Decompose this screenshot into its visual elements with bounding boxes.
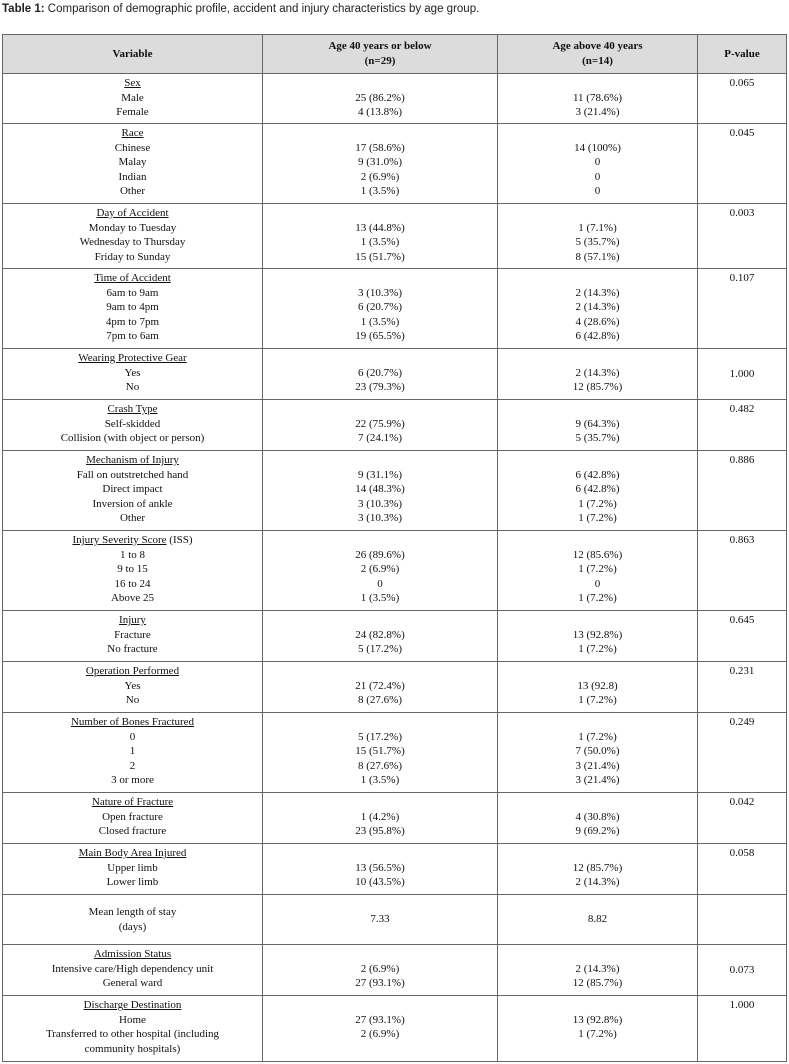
group1-value: 1 (3.5%) <box>360 315 400 328</box>
category-label: Malay <box>118 156 147 169</box>
variable-cell <box>3 400 263 451</box>
variable-heading: Sex <box>124 77 141 89</box>
group2-value: 8 (57.1%) <box>575 250 620 263</box>
pvalue: 0.065 <box>729 77 755 89</box>
pvalue-cell <box>698 204 787 269</box>
table-row-injury <box>3 611 787 662</box>
group1-cell <box>263 611 498 662</box>
spacer <box>502 613 693 628</box>
category-label: Collision (with object or person) <box>60 432 205 445</box>
variable-cell <box>3 611 263 662</box>
table-row-iss <box>3 531 787 611</box>
pvalue-cell <box>698 74 787 124</box>
group1-value: 7 (24.1%) <box>358 432 402 445</box>
spacer <box>267 795 493 810</box>
category-label: Other <box>119 185 146 198</box>
variable-heading: Crash Type <box>107 403 158 415</box>
group1-value: 1 (3.5%) <box>360 774 400 787</box>
group1-value: 1 (4.2%) <box>360 810 400 823</box>
group2-value: 12 (85.7%) <box>572 861 623 874</box>
caption-label: Table 1: <box>2 3 45 15</box>
pvalue: 0.042 <box>729 796 755 808</box>
table-row-body <box>3 844 787 895</box>
variable-heading: Operation Performed <box>85 665 180 677</box>
spacer <box>502 795 693 810</box>
spacer <box>267 453 493 468</box>
pvalue: 0.107 <box>729 272 755 284</box>
group1-cell <box>263 400 498 451</box>
spacer <box>267 402 493 417</box>
category-label: Friday to Sunday <box>94 250 171 263</box>
group2-cell <box>498 451 698 531</box>
group2-value: 13 (92.8%) <box>572 628 623 641</box>
category-label: 3 or more <box>111 774 154 787</box>
pvalue-cell <box>698 662 787 713</box>
spacer <box>502 664 693 679</box>
group2-cell <box>498 269 698 349</box>
variable-cell <box>3 74 263 124</box>
group2-value: 1 (7.2%) <box>578 497 617 510</box>
group1-value: 3 (10.3%) <box>358 512 402 525</box>
group1-cell <box>263 349 498 400</box>
variable-cell <box>3 945 263 996</box>
category-label: Fracture <box>114 628 151 641</box>
pvalue: 0.073 <box>729 963 755 976</box>
spacer <box>267 126 493 141</box>
variable-heading: Day of Accident <box>96 207 169 219</box>
group1-cell <box>263 124 498 204</box>
group2-value: 1 (7.2%) <box>578 592 617 605</box>
group2-cell <box>498 531 698 611</box>
group2-value: 1 (7.2%) <box>578 643 617 656</box>
spacer <box>502 998 693 1013</box>
group1-value: 27 (93.1%) <box>355 1013 405 1026</box>
category-label: Chinese <box>114 141 151 154</box>
group2-value: 9 (69.2%) <box>575 825 620 838</box>
pvalue: 0.058 <box>729 847 755 859</box>
category-label: 7pm to 6am <box>106 330 159 343</box>
variable-cell <box>3 531 263 611</box>
spacer <box>267 998 493 1013</box>
header-group1: Age 40 years or below (n=29) <box>263 35 498 74</box>
pvalue-cell <box>698 531 787 611</box>
spacer <box>502 453 693 468</box>
category-label: Fall on outstretched hand <box>76 468 189 481</box>
group1-value: 10 (43.5%) <box>355 876 405 889</box>
group1-value: 26 (89.6%) <box>355 548 405 561</box>
group2-cell <box>498 662 698 713</box>
category-label: 4pm to 7pm <box>105 315 160 328</box>
pvalue: 1.000 <box>729 999 755 1011</box>
group1-value: 21 (72.4%) <box>355 679 405 692</box>
group2-value: 1 (7.2%) <box>578 1028 617 1041</box>
pvalue: 0.886 <box>729 454 755 466</box>
pvalue: 0.863 <box>729 534 755 546</box>
spacer <box>502 402 693 417</box>
group2-cell <box>498 349 698 400</box>
category-label: Self-skidded <box>104 417 161 430</box>
spacer <box>502 947 693 962</box>
group2-value: 2 (14.3%) <box>575 876 620 889</box>
pvalue-cell <box>698 400 787 451</box>
group1-value: 7.33 <box>370 913 390 926</box>
category-label: 9 to 15 <box>117 563 148 576</box>
spacer <box>502 76 693 91</box>
category-label: Lower limb <box>106 876 159 889</box>
group2-value: 11 (78.6%) <box>572 91 623 104</box>
variable-heading: Race <box>121 127 144 139</box>
group1-cell <box>263 844 498 895</box>
group1-value: 5 (17.2%) <box>358 730 402 743</box>
category-label: Inversion of ankle <box>92 497 173 510</box>
table-row-crash <box>3 400 787 451</box>
spacer <box>502 206 693 221</box>
group2-value: 12 (85.7%) <box>572 381 623 394</box>
table-body <box>3 74 787 1062</box>
group1-value: 8 (27.6%) <box>358 694 402 707</box>
group1-cell <box>263 74 498 124</box>
spacer <box>502 271 693 286</box>
variable-cell <box>3 269 263 349</box>
category-label: 1 <box>129 745 136 758</box>
variable-heading: Injury <box>119 614 146 626</box>
group1-value: 23 (79.3%) <box>355 381 405 394</box>
variable-cell <box>3 844 263 895</box>
spacer <box>267 947 493 962</box>
table-row-time <box>3 269 787 349</box>
group2-cell <box>498 945 698 996</box>
group2-value: 7 (50.0%) <box>575 745 620 758</box>
group1-cell <box>263 204 498 269</box>
group1-value: 0 <box>377 577 383 590</box>
group1-value: 17 (58.6%) <box>355 141 405 154</box>
spacer <box>267 76 493 91</box>
group2-value: 4 (30.8%) <box>575 810 620 823</box>
group1-value: 3 (10.3%) <box>358 286 402 299</box>
table-row-race <box>3 124 787 204</box>
spacer <box>267 846 493 861</box>
group1-value: 15 (51.7%) <box>355 250 405 263</box>
group2-value: 0 <box>594 577 601 590</box>
category-label: 16 to 24 <box>114 577 151 590</box>
category-label: No <box>125 694 140 707</box>
group2-cell <box>498 713 698 793</box>
group2-value: 9 (64.3%) <box>575 417 620 430</box>
spacer <box>267 715 493 730</box>
category-label: Transferred to other hospital (including <box>45 1028 220 1041</box>
pvalue: 0.482 <box>729 403 755 415</box>
category-label: Open fracture <box>102 810 163 823</box>
variable-heading: Injury Severity Score (ISS) <box>72 534 193 546</box>
group1-cell <box>263 945 498 996</box>
category-label: Male <box>121 91 144 104</box>
pvalue-cell <box>698 349 787 400</box>
variable-heading: Admission Status <box>93 948 172 960</box>
group2-cell <box>498 74 698 124</box>
category-label: General ward <box>102 977 163 990</box>
group2-value: 4 (28.6%) <box>575 315 620 328</box>
group1-value: 6 (20.7%) <box>358 366 402 379</box>
group1-cell <box>263 793 498 844</box>
pvalue-cell <box>698 451 787 531</box>
category-label: Mean length of stay <box>88 905 177 918</box>
group1-cell <box>263 531 498 611</box>
pvalue-cell <box>698 945 787 996</box>
group2-value: 2 (14.3%) <box>575 962 620 975</box>
variable-cell <box>3 204 263 269</box>
group1-value: 2 (6.9%) <box>360 170 400 183</box>
spacer <box>267 271 493 286</box>
category-label: No <box>125 381 140 394</box>
group2-cell <box>498 400 698 451</box>
category-label: 0 <box>129 730 136 743</box>
category-label: community hospitals) <box>84 1042 181 1055</box>
group2-value: 6 (42.8%) <box>575 330 620 343</box>
group1-value: 22 (75.9%) <box>355 417 405 430</box>
table-row-day <box>3 204 787 269</box>
spacer <box>267 533 493 548</box>
group2-value: 13 (92.8) <box>577 679 618 692</box>
variable-heading: Mechanism of Injury <box>86 454 179 466</box>
group2-value: 6 (42.8%) <box>575 483 620 496</box>
group1-value: 27 (93.1%) <box>355 977 405 990</box>
spacer <box>502 126 693 141</box>
group2-value: 3 (21.4%) <box>575 774 620 787</box>
pvalue: 0.045 <box>729 127 755 139</box>
spacer <box>267 613 493 628</box>
category-label: Home <box>119 1013 146 1026</box>
category-label: Intensive care/High dependency unit <box>51 962 214 975</box>
category-label: Female <box>116 106 149 119</box>
category-label: Monday to Tuesday <box>88 221 177 234</box>
group1-value: 13 (44.8%) <box>355 221 405 234</box>
group1-value: 1 (3.5%) <box>360 592 400 605</box>
pvalue-cell <box>698 996 787 1062</box>
group1-value: 9 (31.0%) <box>358 156 402 169</box>
spacer <box>267 351 493 366</box>
group1-value: 1 (3.5%) <box>360 185 400 198</box>
group2-value: 1 (7.2%) <box>578 694 617 707</box>
spacer <box>267 206 493 221</box>
category-label: 6am to 9am <box>106 286 159 299</box>
variable-cell <box>3 996 263 1062</box>
pvalue: 0.249 <box>729 716 755 728</box>
variable-cell <box>3 793 263 844</box>
group1-value: 6 (20.7%) <box>358 301 402 314</box>
table-row-sex <box>3 74 787 124</box>
category-label: Yes <box>124 366 141 379</box>
group1-value: 9 (31.1%) <box>358 468 402 481</box>
variable-cell <box>3 895 263 945</box>
table-row-admission <box>3 945 787 996</box>
variable-heading: Number of Bones Fractured <box>70 716 195 728</box>
group2-value: 0 <box>594 170 601 183</box>
table-row-mech <box>3 451 787 531</box>
group2-cell <box>498 204 698 269</box>
group2-value: 6 (42.8%) <box>575 468 620 481</box>
group1-value: 25 (86.2%) <box>355 91 405 104</box>
header-row <box>3 35 787 74</box>
category-label: Yes <box>124 679 141 692</box>
group2-value: 1 (7.1%) <box>578 221 617 234</box>
group2-value: 0 <box>594 185 601 198</box>
category-label: Direct impact <box>102 483 163 496</box>
pvalue: 0.003 <box>729 207 755 219</box>
header-variable: Variable <box>3 35 263 74</box>
category-label: (days) <box>118 920 147 933</box>
table-row-length-of-stay <box>3 895 787 945</box>
category-label: Closed fracture <box>98 825 167 838</box>
pvalue: 1.000 <box>729 367 755 380</box>
group1-value: 19 (65.5%) <box>355 330 405 343</box>
group2-value: 8.82 <box>587 913 608 926</box>
table-caption <box>2 3 479 15</box>
variable-cell <box>3 713 263 793</box>
group2-cell <box>498 793 698 844</box>
variable-cell <box>3 349 263 400</box>
group2-value: 2 (14.3%) <box>575 301 620 314</box>
table-row-gear <box>3 349 787 400</box>
group1-value: 14 (48.3%) <box>355 483 405 496</box>
group1-value: 1 (3.5%) <box>360 236 400 249</box>
group2-value: 13 (92.8%) <box>572 1013 623 1026</box>
category-label: Upper limb <box>107 861 158 874</box>
category-label: Indian <box>118 170 147 183</box>
group1-value: 13 (56.5%) <box>355 861 405 874</box>
variable-heading: Main Body Area Injured <box>78 847 187 859</box>
pvalue-cell <box>698 713 787 793</box>
group2-value: 14 (100%) <box>574 141 621 154</box>
category-label: 2 <box>129 759 136 772</box>
group1-value: 15 (51.7%) <box>355 745 405 758</box>
group2-value: 5 (35.7%) <box>575 236 620 249</box>
group1-cell <box>263 451 498 531</box>
spacer <box>502 715 693 730</box>
group1-cell <box>263 996 498 1062</box>
group2-cell <box>498 611 698 662</box>
group2-value: 1 (7.2%) <box>578 563 617 576</box>
pvalue-cell <box>698 793 787 844</box>
table-row-discharge <box>3 996 787 1062</box>
variable-heading: Nature of Fracture <box>91 796 174 808</box>
category-label: 9am to 4pm <box>106 301 159 314</box>
data-table <box>2 34 787 1062</box>
group1-cell <box>263 895 498 945</box>
spacer <box>502 351 693 366</box>
header-group2: Age above 40 years (n=14) <box>498 35 698 74</box>
group2-cell <box>498 844 698 895</box>
variable-heading: Wearing Protective Gear <box>78 352 187 364</box>
category-label: Wednesday to Thursday <box>79 236 186 249</box>
group2-value: 5 (35.7%) <box>575 432 620 445</box>
group1-value: 24 (82.8%) <box>355 628 405 641</box>
group2-cell <box>498 895 698 945</box>
pvalue-cell <box>698 844 787 895</box>
pvalue: 0.645 <box>729 614 755 626</box>
group1-value: 2 (6.9%) <box>360 563 400 576</box>
group2-cell <box>498 996 698 1062</box>
variable-heading: Discharge Destination <box>83 999 182 1011</box>
variable-heading: Time of Accident <box>94 272 171 284</box>
category-label: 1 to 8 <box>119 548 146 561</box>
category-label: No fracture <box>107 643 158 656</box>
variable-cell <box>3 124 263 204</box>
group1-cell <box>263 713 498 793</box>
group2-value: 12 (85.7%) <box>572 977 623 990</box>
group1-cell <box>263 662 498 713</box>
pvalue-cell <box>698 611 787 662</box>
table-row-op <box>3 662 787 713</box>
group1-cell <box>263 269 498 349</box>
table-row-bones <box>3 713 787 793</box>
pvalue-cell <box>698 895 787 945</box>
group2-value: 12 (85.6%) <box>572 548 623 561</box>
pvalue-cell <box>698 124 787 204</box>
group2-value: 0 <box>594 156 601 169</box>
variable-cell <box>3 451 263 531</box>
pvalue: 0.231 <box>729 665 755 677</box>
group1-value: 4 (13.8%) <box>358 106 402 119</box>
group1-value: 2 (6.9%) <box>360 1028 400 1041</box>
group1-value: 3 (10.3%) <box>358 497 402 510</box>
group2-value: 3 (21.4%) <box>575 106 620 119</box>
group2-value: 1 (7.2%) <box>578 512 617 525</box>
category-label: Above 25 <box>110 592 155 605</box>
spacer <box>267 664 493 679</box>
header-pvalue: P-value <box>698 35 787 74</box>
group1-value: 8 (27.6%) <box>358 759 402 772</box>
caption-text: Comparison of demographic profile, accident and injury characteristics by age group. <box>44 3 480 15</box>
category-label: Other <box>119 512 146 525</box>
group1-value: 2 (6.9%) <box>360 962 400 975</box>
group1-value: 5 (17.2%) <box>358 643 402 656</box>
group2-cell <box>498 124 698 204</box>
spacer <box>502 533 693 548</box>
group2-value: 1 (7.2%) <box>578 730 617 743</box>
pvalue-cell <box>698 269 787 349</box>
variable-cell <box>3 662 263 713</box>
spacer <box>502 846 693 861</box>
group2-value: 2 (14.3%) <box>575 286 620 299</box>
table-row-nature <box>3 793 787 844</box>
group2-value: 2 (14.3%) <box>575 366 620 379</box>
group2-value: 3 (21.4%) <box>575 759 620 772</box>
group1-value: 23 (95.8%) <box>355 825 405 838</box>
